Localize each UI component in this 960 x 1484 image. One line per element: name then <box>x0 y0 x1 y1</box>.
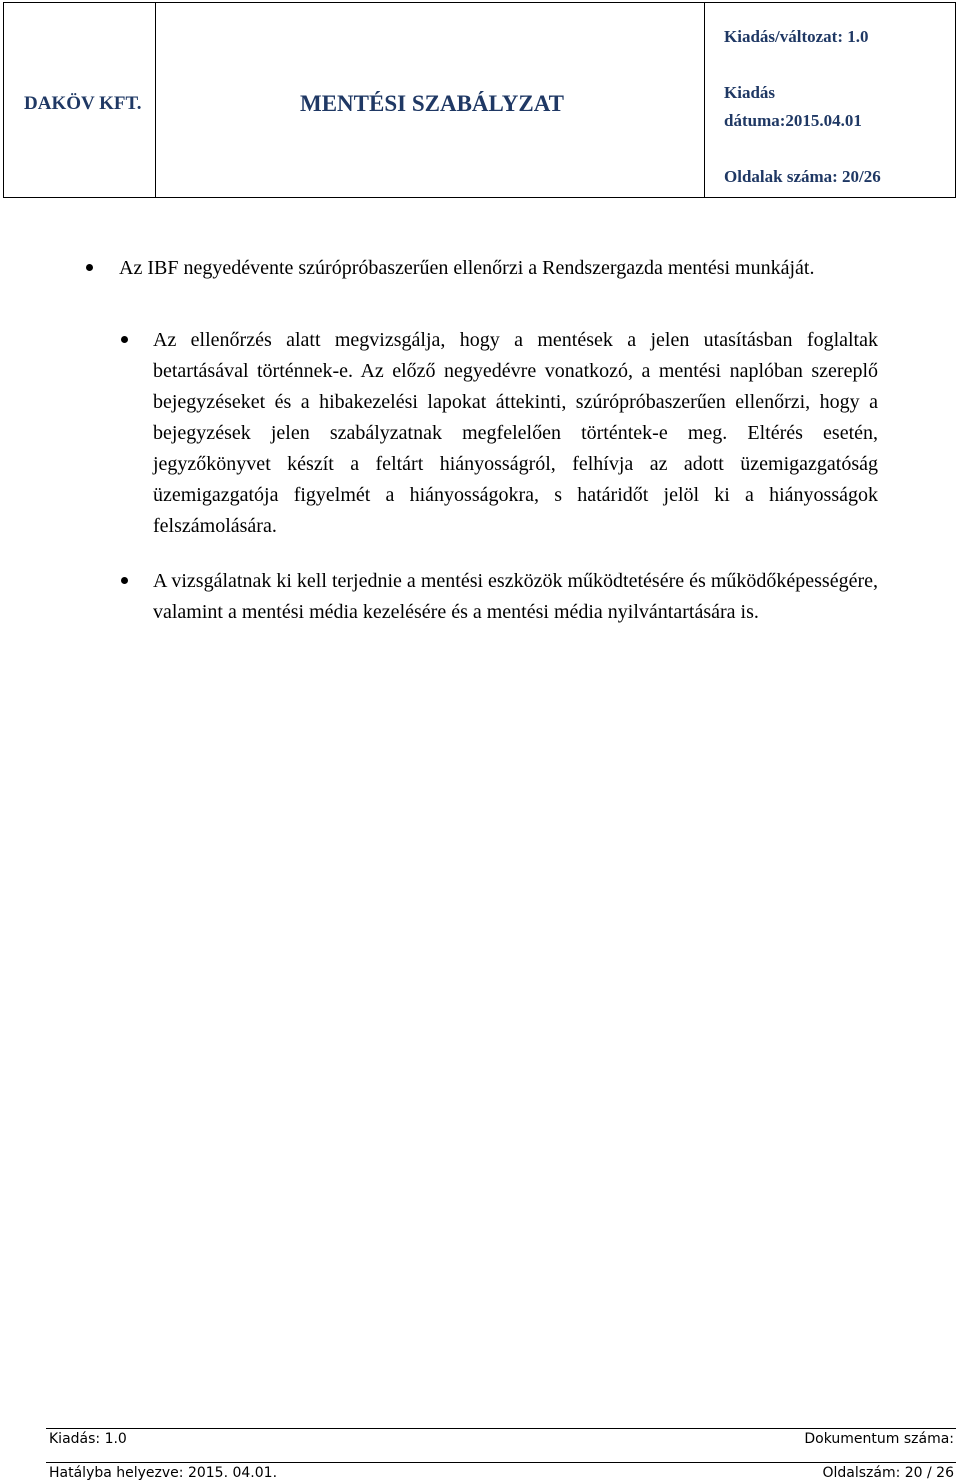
edition-label: Kiadás <box>724 83 776 102</box>
list-item-text: Az IBF negyedévente szúrópróbaszerűen ellenőrzi a Rendszergazda mentési munkáját. <box>119 257 815 279</box>
list-item-text: A vizsgálatnak ki kell terjednie a mentési eszközök működtetésére és működőképességére, valamint a mentési média kezelésére és a mentési média nyilvántartására is. <box>153 570 878 623</box>
list-item-text: Az ellenőrzés alatt megvizsgálja, hogy a mentések a jelen utasításban foglaltak betartásával történnek-e. Az előző negyedévre vonatkozó, a mentési naplóban szereplő bejegyzéseket és a hibakezelési lapokat áttekinti, szúrópróbaszerűen ellenőrzi, hogy a bejegyzések jelen szabályzatnak megfelelően történtek-e meg. Eltérés esetén, jegyzőkönyvet készít a feltárt hiányosságról, felhívja az adott üzemigazgatóság üzemigazgatója figyelmét a hiányosságokra, s határidőt jelöl ki a hiányosságok felszámolására. <box>153 329 878 537</box>
list-item <box>119 253 879 284</box>
footer-effective-date: Hatályba helyezve: 2015. 04.01. <box>49 1465 278 1481</box>
page-count: Oldalak száma: 20/26 <box>724 167 881 186</box>
footer-doc-number: Dokumentum száma: <box>804 1431 954 1447</box>
header-meta-cell <box>704 3 955 197</box>
list-item <box>153 566 878 628</box>
footer-divider <box>46 1428 956 1429</box>
header-company-cell <box>4 3 156 197</box>
list-item <box>153 325 878 542</box>
company-name: DAKÖV KFT. <box>24 93 142 114</box>
edition-date: dátuma:2015.04.01 <box>724 111 862 130</box>
document-title: MENTÉSI SZABÁLYZAT <box>300 91 564 116</box>
bullet-icon <box>121 577 128 584</box>
document-header <box>3 2 956 198</box>
bullet-icon <box>121 336 128 343</box>
edition-version: Kiadás/változat: 1.0 <box>724 27 869 46</box>
footer-page-number: Oldalszám: 20 / 26 <box>822 1465 954 1481</box>
footer-divider-bottom <box>46 1462 956 1463</box>
bullet-icon <box>86 264 93 271</box>
header-title-cell <box>155 3 705 197</box>
footer-edition: Kiadás: 1.0 <box>49 1431 127 1447</box>
